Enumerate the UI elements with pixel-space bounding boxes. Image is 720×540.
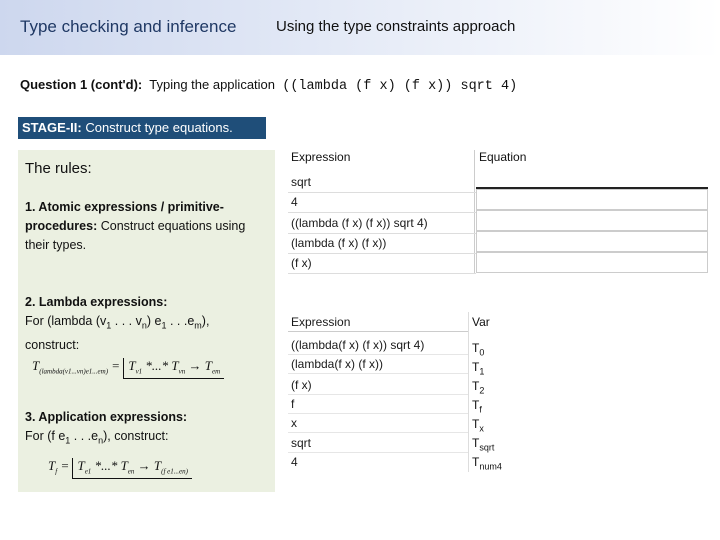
variables-header-var: Var — [472, 315, 490, 329]
type-variable-name: T — [472, 417, 480, 431]
rule-lambda-heading: 2. Lambda expressions: — [25, 295, 168, 309]
rule-lambda-text: . . . v — [111, 314, 142, 328]
table-row: sqrt — [288, 172, 476, 193]
sub-1: 1 — [106, 320, 112, 331]
type-variable-sub: f — [479, 404, 482, 415]
question-text: Typing the application — [149, 77, 276, 92]
sub-1: 1 — [65, 435, 71, 446]
table-row: ((lambda (f x) (f x)) sqrt 4) — [288, 213, 476, 234]
rule-atomic-heading: 1. Atomic expressions / primitive-procedures: — [25, 200, 224, 233]
rule-lambda-text: . . .e — [166, 314, 195, 328]
type-variable — [472, 376, 518, 396]
type-variable-name: T — [472, 455, 480, 469]
table-row: f — [288, 394, 468, 414]
type-variable-name: T — [472, 436, 480, 450]
type-variable-sub: 1 — [479, 366, 485, 377]
rule-lambda-text: ) e — [146, 314, 162, 328]
sub-n: n — [141, 320, 147, 331]
rule-lambda-text: For (lambda (v — [25, 314, 107, 328]
table-row: 4 — [288, 192, 476, 213]
table-row: sqrt — [288, 433, 468, 453]
table-row: ((lambda(f x) (f x)) sqrt 4) — [288, 335, 468, 355]
sub-n: n — [98, 435, 104, 446]
type-variable — [472, 433, 518, 453]
table-row: x — [288, 413, 468, 433]
type-variable — [472, 395, 518, 415]
slide-header — [0, 0, 720, 55]
variables-header-expression: Expression — [288, 312, 468, 332]
table-row: (f x) — [288, 375, 468, 395]
type-variable-name: T — [472, 341, 480, 355]
type-variable-sub: num4 — [479, 461, 502, 472]
rule-application-text: ), construct: — [103, 429, 169, 443]
question-code: ((lambda (f x) (f x)) sqrt 4) — [282, 79, 518, 94]
type-variable-sub: sqrt — [479, 442, 495, 453]
slide-subtitle: Using the type constraints approach — [276, 18, 516, 35]
equations-header-expression: Expression — [291, 150, 351, 164]
table-row: 4 — [291, 455, 298, 469]
lambda-formula-image: $T_{(lambda(v1...vn)e1...em)} = T_{v1}$ *...* $T_{vn} \to T_{em}$ — [32, 358, 224, 379]
rules-panel — [18, 150, 275, 492]
type-variable-name: T — [472, 360, 480, 374]
equations-header-equation: Equation — [479, 150, 527, 164]
stage-label: STAGE-II: — [22, 120, 82, 135]
table-row: (lambda (f x) (f x)) — [288, 233, 476, 254]
question-label: Question 1 (cont'd): — [20, 77, 143, 92]
rule-lambda — [25, 293, 270, 355]
application-formula-image: $T_f = T_{e1}$ *...* $T_{en} \to T_{(f e1...en)}$ — [48, 458, 192, 479]
type-variable-name: T — [472, 379, 480, 393]
equation-cell[interactable] — [476, 252, 708, 273]
type-variable — [472, 414, 518, 434]
rule-atomic — [25, 198, 265, 255]
equation-cell[interactable] — [476, 231, 708, 252]
rule-application-text: For (f e — [25, 429, 66, 443]
equation-cell[interactable] — [476, 210, 708, 231]
rule-lambda-text: ), — [201, 314, 210, 328]
rule-atomic-body: Construct equations using their types. — [25, 219, 246, 252]
table-row: (lambda(f x) (f x)) — [288, 354, 468, 374]
rule-application-text: . . .e — [70, 429, 99, 443]
stage-banner — [18, 117, 266, 139]
equation-cell[interactable] — [476, 189, 708, 210]
type-variable — [472, 338, 518, 358]
slide-title: Type checking and inference — [20, 17, 237, 36]
question-line — [20, 77, 517, 94]
type-variable-sub: x — [479, 423, 484, 434]
rule-application — [25, 408, 270, 451]
rule-lambda-text: construct: — [25, 337, 80, 352]
type-variable-name: T — [472, 398, 480, 412]
type-variable-sub: 0 — [479, 347, 485, 358]
sub-1: 1 — [161, 320, 167, 331]
sub-m: m — [194, 320, 202, 331]
table-row: (f x) — [288, 253, 476, 274]
stage-text: Construct type equations. — [85, 120, 233, 135]
rules-title: The rules: — [25, 160, 92, 177]
type-variable — [472, 357, 518, 377]
rule-application-heading: 3. Application expressions: — [25, 410, 188, 424]
column-divider — [468, 312, 469, 472]
type-variable-sub: 2 — [479, 385, 485, 396]
type-variable — [472, 452, 518, 472]
